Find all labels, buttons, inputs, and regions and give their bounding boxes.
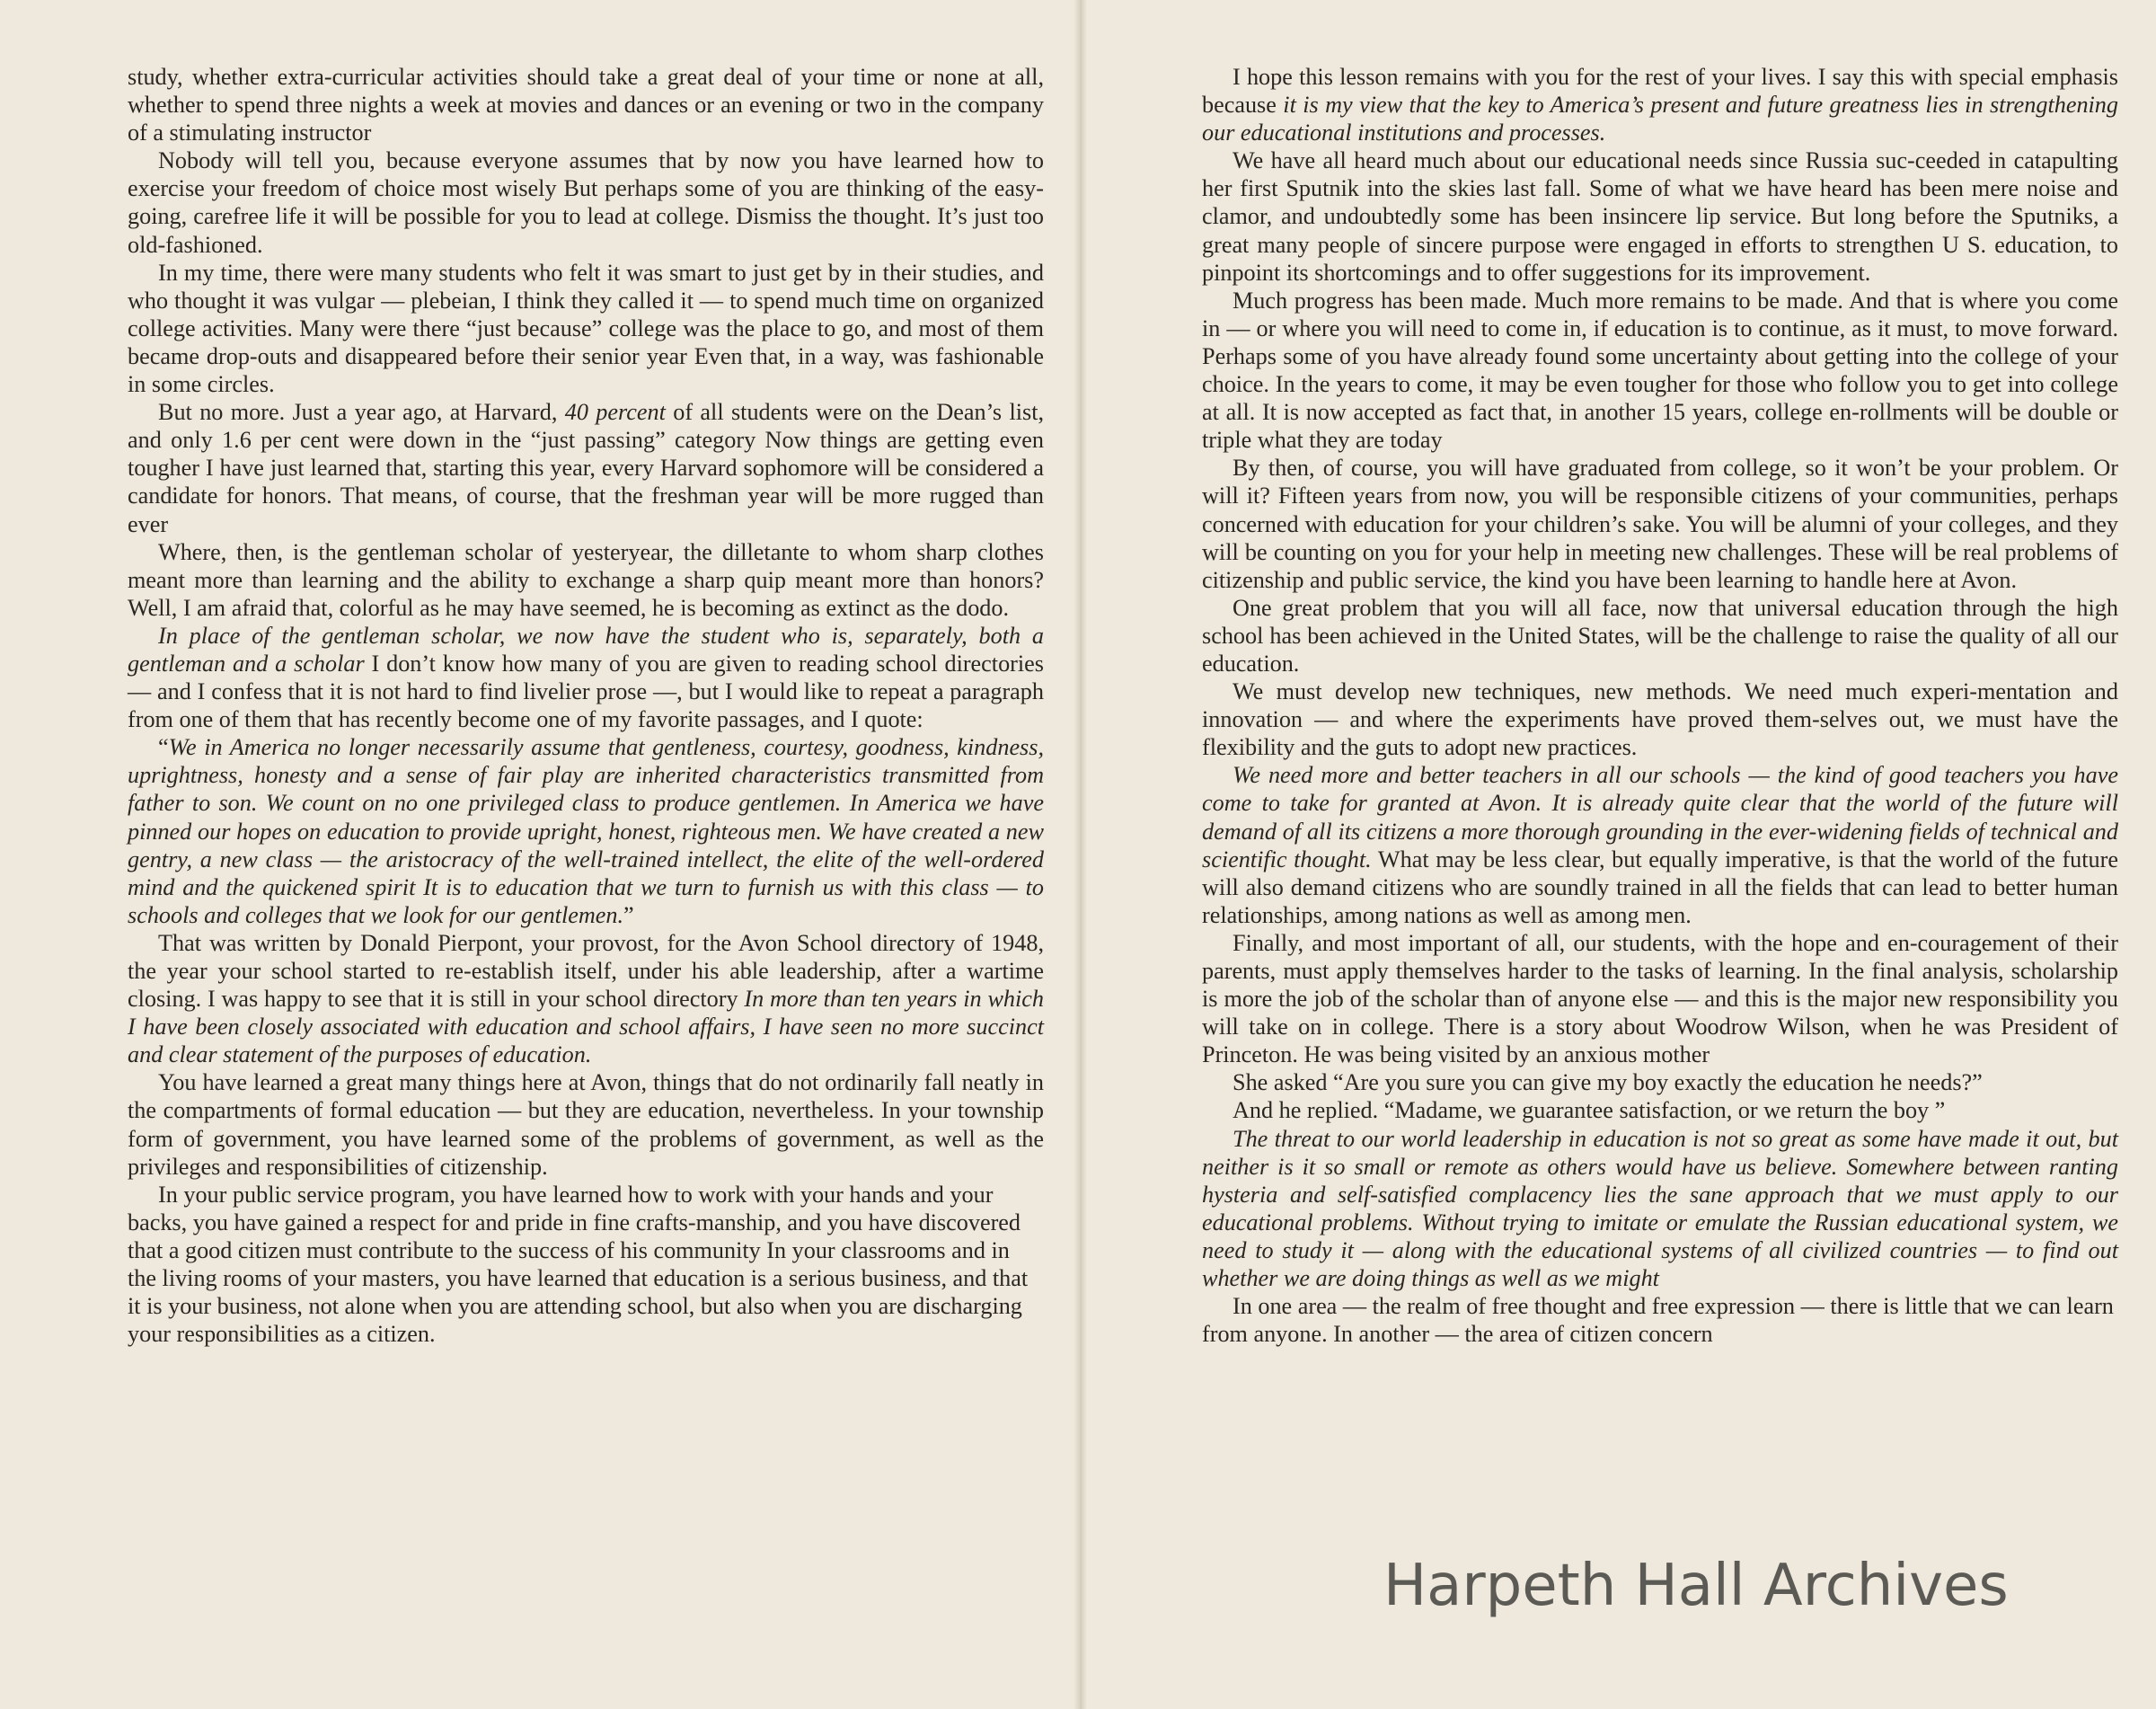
paragraph — [1202, 146, 2118, 286]
italic-text: We need more and better teachers in all our schools — the kind of good teachers you have come to take for granted at Avon. It is already quite clear that the world of the future will demand of all its citizens a more thorough grounding in the ever-widening fields of technical and scientific thought. — [1202, 762, 2118, 872]
italic-text: The threat to our world leadership in education is not so great as some have made it out, but neither is it so small or remote as others would have us believe. Somewhere between ranting hysteria and self-satisfied complacency lies the sane approach that we must apply to our educational problems. Without trying to imitate or emulate the Russian educational system, we need to study it — along with the educational systems of all civilized countries — to find out whether we are doing things as well as we might — [1202, 1125, 2118, 1292]
paragraph — [1202, 929, 2118, 1068]
text-run: In one area — the realm of free thought and free expression — there is little that we can learn from anyone. In another — the area of citizen concern — [1202, 1293, 2114, 1348]
text-run: “ — [158, 734, 169, 761]
paragraph — [128, 538, 1044, 622]
paragraph — [1202, 594, 2118, 677]
paragraph — [128, 1068, 1044, 1180]
text-run: I don’t know how many of you are given to reading school directories — and I confess that it is not hard to find livelier prose —, but I would like to repeat a paragraph from one of them that has recently become one of my favorite passages, and I quote: — [128, 650, 1044, 733]
italic-text: In place of the gentleman scholar, we now have the student who is, separately, both a gentleman and a scholar — [128, 622, 1044, 677]
text-run: We must develop new techniques, new methods. We need much experi-mentation and innovation — and where the experiments have proved them-selves out, we must have the flexibility and the guts to adopt new practices. — [1202, 678, 2118, 761]
paragraph — [128, 622, 1044, 733]
left-page — [128, 63, 1044, 1348]
text-run: Where, then, is the gentleman scholar of yesteryear, the dilletante to whom sharp clothes meant more than learning and the ability to exchange a sharp quip meant more than honors? Well, I am afraid that, colorful as he may have seemed, he is becoming as extinct as the dodo. — [128, 538, 1044, 621]
right-page — [1202, 63, 2118, 1348]
paragraph — [1202, 287, 2118, 455]
text-run: That was written by Donald Pierpont, your provost, for the Avon School directory of 1948, the year your school started to re-establish itself, under his able leadership, after a wartime closing. I was happy to see that it is still in your school directory — [128, 929, 1044, 1013]
italic-text: it is my view that the key to America’s present and future greatness lies in strengthening our educational institutions and processes. — [1202, 92, 2118, 146]
italic-text: In more than ten years in which I have been closely associated with education and school affairs, I have seen no more succinct and clear statement of the purposes of education. — [128, 986, 1045, 1068]
italic-text: 40 percent — [564, 399, 666, 426]
text-run: You have learned a great many things here at Avon, things that do not ordinarily fall neatly in the compartments of formal education — but they are education, nevertheless. In your township form of government, you have learned some of the problems of government, as well as the privileges and responsibilities of citizenship. — [128, 1069, 1044, 1180]
paragraph — [128, 398, 1044, 537]
text-run: By then, of course, you will have graduated from college, so it won’t be your problem. Or will it? Fifteen years from now, you will be responsible citizens of your communities, perhaps concerned with education for your children’s sake. You will be alumni of your colleges, and they will be counting on you for your help in meeting new challenges. These will be real problems of citizenship and public service, the kind you have been learning to handle here at Avon. — [1202, 455, 2118, 593]
paragraph — [128, 1181, 1044, 1349]
paragraph — [128, 146, 1044, 258]
paragraph — [1202, 1292, 2118, 1348]
paragraph — [1202, 1068, 2118, 1096]
paragraph — [1202, 63, 2118, 146]
paragraph — [1202, 454, 2118, 593]
archive-watermark: Harpeth Hall Archives — [1383, 1553, 2009, 1619]
text-run: Finally, and most important of all, our students, with the hope and en-couragement of their parents, must apply themselves harder to the tasks of learning. In the final analysis, scholarship is more the job of the scholar than of anyone else — and this is the major new responsibility you will take on in college. There is a story about Woodrow Wilson, when he was President of Princeton. He was being visited by an anxious mother — [1202, 929, 2118, 1068]
text-run: She asked “Are you sure you can give my boy exactly the education he needs?” — [1233, 1069, 1983, 1096]
text-run: ” — [623, 901, 634, 928]
paragraph — [1202, 1125, 2118, 1293]
text-run: I hope this lesson remains with you for the rest of your lives. I say this with special emphasis because — [1202, 64, 2118, 119]
text-run: In your public service program, you have learned how to work with your hands and your backs, you have gained a respect for and pride in fine crafts-manship, and you have discovered that a good citizen must contribute to the success of his community In your classrooms and in the living rooms of your masters, you have learned that education is a serious business, and that it is your business, not alone when you are attending school, but also when you are discharging your responsibilities as a citizen. — [128, 1181, 1029, 1348]
book-gutter — [1074, 0, 1087, 1709]
text-run: study, whether extra-curricular activities should take a great deal of your time or none at all, whether to spend three nights a week at movies and dances or an evening or two in the company of a stimulating instructor — [128, 64, 1044, 146]
text-run: What may be less clear, but equally imperative, is that the world of the future will also demand citizens who are soundly trained in all the fields that can lead to better human relationships, among nations as well as among men. — [1202, 846, 2118, 928]
text-run: of all students were on the Dean’s list, and only 1.6 per cent were down in the “just passing” category Now things are getting even tougher I have just learned that, starting this year, every Harvard sophomore will be considered a candidate for honors. That means, of course, that the freshman year will be more rugged than ever — [128, 399, 1045, 537]
italic-text: We in America no longer necessarily assume that gentleness, courtesy, goodness, kindness, uprightness, honesty and a sense of fair play are inherited characteristics transmitted from father to son. We count on no one privileged class to produce gentlemen. In America we have pinned our hopes on education to provide upright, honest, righteous men. We have created a new gentry, a new class — the aristocracy of the well-trained intellect, the elite of the well-ordered mind and the quickened spirit It is to education that we turn to furnish us with this class — to schools and colleges that we look for our gentlemen. — [128, 734, 1044, 928]
paragraph — [1202, 1096, 2118, 1124]
text-run: In my time, there were many students who felt it was smart to just get by in their studies, and who thought it was vulgar — plebeian, I think they called it — to spend much time on organized college activities. Many were there “just because” college was the place to go, and most of them became drop-outs and disappeared before their senior year Even that, in a way, was fashionable in some circles. — [128, 259, 1044, 398]
paragraph — [128, 929, 1044, 1068]
text-run: Much progress has been made. Much more remains to be made. And that is where you come in — or where you will need to come in, if education is to continue, as it must, to move forward. Perhaps some of you have already found some uncertainty about getting into the college of your choice. In the years to come, it may be even tougher for those who follow you to get into college at all. It is now accepted as fact that, in another 15 years, college en-rollments will be double or triple what they are today — [1202, 287, 2118, 454]
paragraph — [128, 63, 1044, 146]
text-run: One great problem that you will all face, now that universal education through the high school has been achieved in the United States, will be the challenge to raise the quality of all our education. — [1202, 594, 2118, 677]
paragraph — [128, 733, 1044, 929]
text-run: And he replied. “Madame, we guarantee satisfaction, or we return the boy ” — [1233, 1097, 1946, 1124]
paragraph — [128, 259, 1044, 398]
text-run: But no more. Just a year ago, at Harvard, — [158, 399, 565, 426]
text-run: Nobody will tell you, because everyone assumes that by now you have learned how to exercise your freedom of choice most wisely But perhaps some of you are thinking of the easy-going, carefree life it will be possible for you to lead at college. Dismiss the thought. It’s just too old-fashioned. — [128, 147, 1044, 258]
paragraph — [1202, 677, 2118, 761]
text-run: We have all heard much about our educational needs since Russia suc-ceeded in catapulting her first Sputnik into the skies last fall. Some of what we have heard has been mere noise and clamor, and undoubtedly some has been insincere lip service. But long before the Sputniks, a great many people of sincere purpose were engaged in efforts to strengthen U S. education, to pinpoint its shortcomings and to offer suggestions for its improvement. — [1202, 147, 2118, 286]
paragraph — [1202, 761, 2118, 929]
